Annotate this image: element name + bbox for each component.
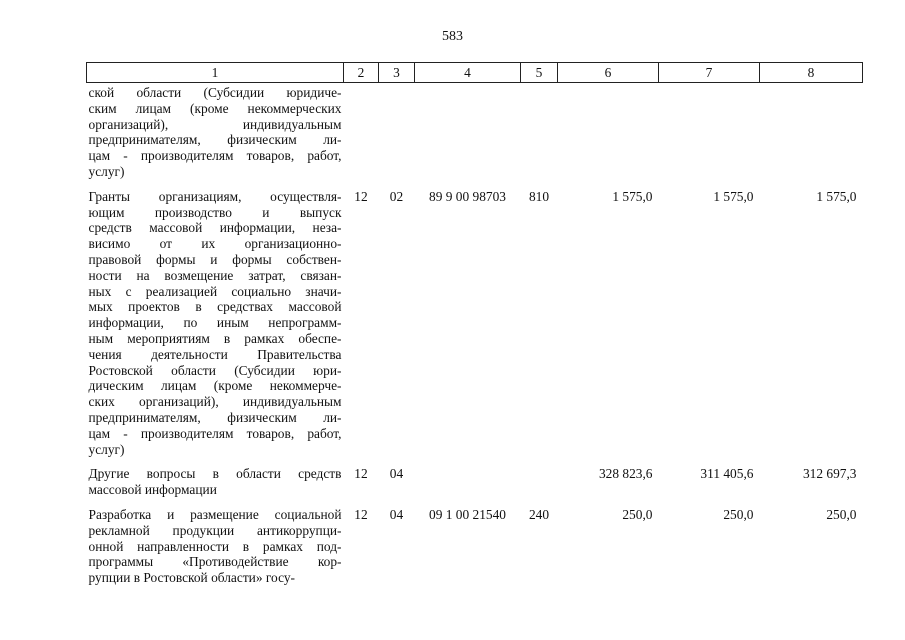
amount-cell-3: 312 697,3 [802,466,857,482]
amount-cell-2: 250,0 [723,506,754,522]
description-line: онной направленности в рамках под- [88,538,342,554]
description-line: ющим производство и выпуск [88,204,342,220]
column-header-1: 1 [87,63,344,83]
amount-cell-3: 1 575,0 [816,188,857,204]
table-row [87,457,863,498]
description-line: программы «Противодействие кор- [88,554,342,570]
table-header-row [87,63,863,83]
page-number: 583 [442,29,463,44]
description-line: мых проектов в средствах массовой [88,299,342,315]
description-line: Другие вопросы в области средств [88,466,342,482]
description-line: услуг) [88,163,125,179]
subsection-cell: 04 [389,466,404,482]
description-line: Гранты организациям, осуществля- [88,188,342,204]
amount-cell-2 [659,83,760,180]
section-cell: 12 [354,506,368,522]
description-line: рекламной продукции антикоррупци- [88,522,342,538]
description-line: организаций), индивидуальным [88,116,342,132]
description-line: предпринимателям, физическим ли- [88,132,342,148]
amount-cell-1: 328 823,6 [598,466,653,482]
expense-type-cell: 240 [528,506,550,522]
subsection-cell [379,83,415,180]
description-line: цам - производителям товаров, работ, [88,148,342,164]
column-header-6: 6 [558,63,659,83]
column-header-7: 7 [659,63,760,83]
description-line: цам - производителям товаров, работ, [88,425,342,441]
row-description [87,498,344,586]
amount-cell-3 [760,83,863,180]
description-line: средств массовой информации, неза- [88,220,342,236]
description-line: правовой формы и формы собствен- [88,251,342,267]
description-line: ским лицам (кроме некоммерческих [88,100,342,116]
expense-type-cell [521,83,558,180]
table-row [87,83,863,180]
target-code-cell [415,457,521,498]
target-code-cell: 89 9 00 98703 [429,188,506,204]
row-description [87,83,344,180]
description-line: Ростовской области (Субсидии юри- [88,362,342,378]
expense-type-cell: 810 [528,188,550,204]
description-line: ности на возмещение затрат, связан- [88,267,342,283]
section-cell: 12 [354,188,368,204]
description-line: Разработка и размещение социальной [88,506,342,522]
amount-cell-2: 1 575,0 [713,188,754,204]
description-line: дическим лицам (кроме некоммерче- [88,378,342,394]
description-line: услуг) [88,441,125,457]
description-line: рупции в Ростовской области» госу- [88,570,295,586]
table-row [87,498,863,586]
target-code-cell [415,83,521,180]
description-line: ным мероприятиям в рамках обеспе- [88,330,342,346]
description-line: массовой информации [88,482,217,498]
amount-cell-1 [558,83,659,180]
amount-cell-3: 250,0 [826,506,857,522]
description-line: чения деятельности Правительства [88,346,342,362]
target-code-cell: 09 1 00 21540 [429,506,506,522]
column-header-5: 5 [521,63,558,83]
amount-cell-1: 1 575,0 [612,188,653,204]
amount-cell-2: 311 405,6 [700,466,754,482]
amount-cell-1: 250,0 [622,506,653,522]
section-cell: 12 [354,466,368,482]
description-line: ных с реализацией социально значи- [88,283,342,299]
budget-table [86,62,863,586]
expense-type-cell [521,457,558,498]
column-header-3: 3 [379,63,415,83]
column-header-2: 2 [344,63,379,83]
description-line: ских организаций), индивидуальным [88,394,342,410]
table-body [87,83,863,586]
table-row [87,180,863,458]
description-line: предпринимателям, физическим ли- [88,409,342,425]
row-description [87,457,344,498]
column-header-8: 8 [760,63,863,83]
description-line: информации, по иным непрограмм- [88,315,342,331]
column-header-4: 4 [415,63,521,83]
subsection-cell: 04 [389,506,404,522]
description-line: ской области (Субсидии юридиче- [88,85,342,100]
row-description [87,180,344,458]
section-cell [344,83,379,180]
description-line: висимо от их организационно- [88,236,342,252]
subsection-cell: 02 [389,188,404,204]
